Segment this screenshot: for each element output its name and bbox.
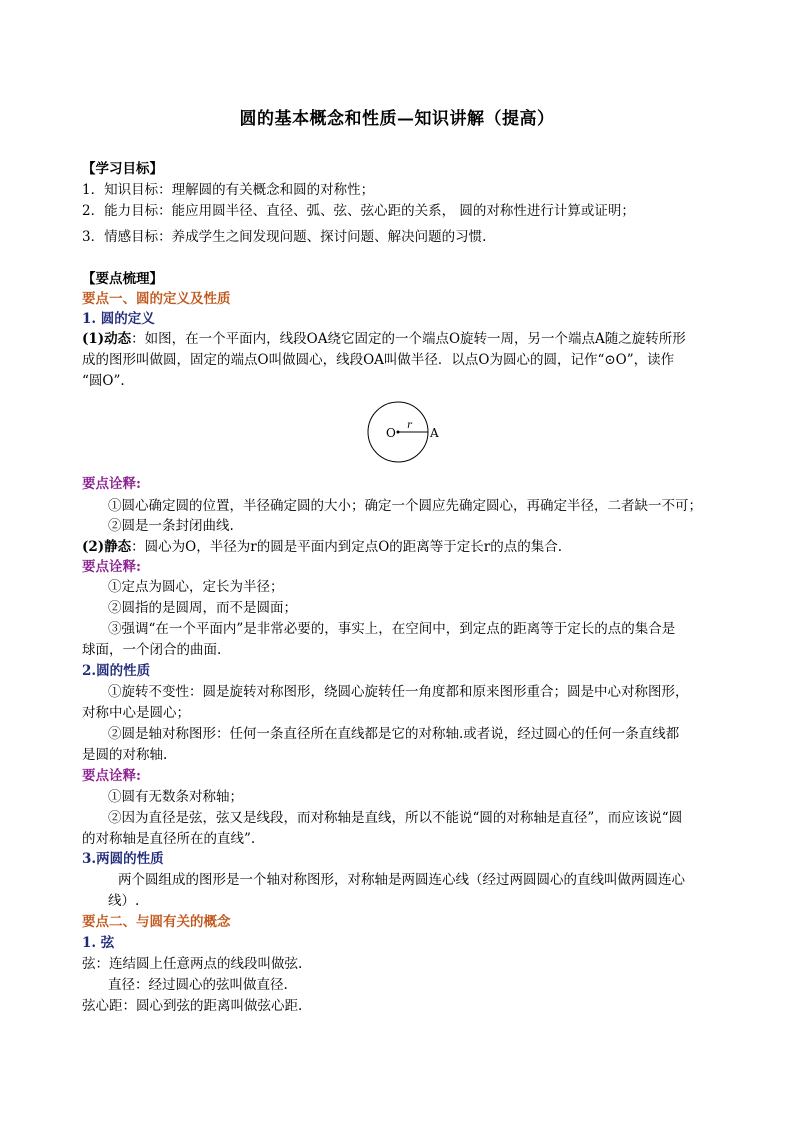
goal-item-1: 1．知识目标：理解圆的有关概念和圆的对称性； (82, 182, 375, 198)
label-r: r (407, 420, 412, 431)
note-label-2: 要点诠释: (82, 559, 141, 575)
note-3-b-line-1: ②因为直径是弦，弦又是线段，而对称轴是直线，所以不能说“圆的对称轴是直径”，而应该说“圆 (108, 810, 683, 826)
diameter-definition: 直径：经过圆心的弦叫做直径. (108, 977, 288, 993)
property-1-line-1: ①旋转不变性：圆是旋转对称图形，绕圆心旋转任一角度都和原来图形重合；圆是中心对称图形， (108, 684, 689, 700)
note-3-a: ①圆有无数条对称轴； (108, 789, 243, 805)
static-label: (2)静态 (82, 539, 132, 555)
label-o: O (386, 426, 396, 440)
goal-item-2: 2．能力目标：能应用圆半径、直径、弧、弦、弦心距的关系， 圆的对称性进行计算或证明； (82, 203, 635, 219)
page-title: 圆的基本概念和性质—知识讲解（提高） (239, 109, 555, 129)
dynamic-definition-line-2: 成的图形叫做圆，固定的端点O叫做圆心，线段OA叫做半径．以点O为圆心的圆，记作“⊙O”，读作 (82, 352, 675, 368)
dynamic-text-1: ：如图，在一个平面内，线段OA绕它固定的一个端点O旋转一周，另一个端点A随之旋转所形 (131, 331, 686, 347)
note-2-a: ①定点为圆心，定长为半径； (108, 579, 284, 595)
subsection-chord: 1. 弦 (82, 935, 115, 951)
note-2-c-line-2: 球面，一个闭合的曲面. (82, 642, 222, 658)
static-definition (82, 538, 722, 556)
subsection-two-circles: 3.两圆的性质 (82, 851, 164, 867)
property-1-line-2: 对称中心是圆心； (82, 705, 190, 721)
center-point (397, 431, 400, 434)
note-2-b: ②圆指的是圆周，而不是圆面； (108, 600, 297, 616)
subsection-circle-properties: 2.圆的性质 (82, 663, 151, 679)
two-circles-line-1: 两个圆组成的图形是一个轴对称图形，对称轴是两圆连心线（经过两圆圆心的直线叫做两圆连心 (118, 872, 685, 888)
property-2-line-1: ②圆是轴对称图形：任何一条直径所在直线都是它的对称轴.或者说，经过圆心的任何一条直线都 (108, 726, 680, 742)
note-1-b: ②圆是一条封闭曲线. (108, 518, 234, 534)
property-2-line-2: 是圆的对称轴. (82, 747, 168, 763)
points-heading: 【要点梳理】 (82, 271, 163, 287)
dynamic-definition-line-3: “圆O”. (82, 373, 125, 389)
note-2-c-line-1: ③强调“在一个平面内”是非常必要的，事实上，在空间中，到定点的距离等于定长的点的集合是 (108, 621, 676, 637)
note-label-3: 要点诠释: (82, 768, 141, 784)
note-label-1: 要点诠释: (82, 476, 141, 492)
section-1-heading: 要点一、圆的定义及性质 (82, 291, 231, 307)
section-2-heading: 要点二、与圆有关的概念 (82, 914, 231, 930)
dynamic-definition-line-1 (82, 330, 722, 348)
note-3-b-line-2: 的对称轴是直径所在的直线”. (82, 831, 256, 847)
note-1-a: ①圆心确定圆的位置，半径确定圆的大小；确定一个圆应先确定圆心，再确定半径，二者缺一不可； (108, 498, 702, 514)
chord-distance-definition: 弦心距：圆心到弦的距离叫做弦心距. (82, 998, 303, 1014)
goals-heading: 【学习目标】 (82, 161, 163, 177)
label-a: A (430, 426, 439, 440)
goal-item-3: 3．情感目标：养成学生之间发现问题、探讨问题、解决问题的习惯. (82, 229, 487, 245)
dynamic-label: (1)动态 (82, 331, 132, 347)
two-circles-line-2: 线）. (108, 893, 140, 909)
subsection-circle-definition: 1. 圆的定义 (82, 311, 155, 327)
chord-definition: 弦：连结圆上任意两点的线段叫做弦. (82, 956, 303, 972)
circle-figure (360, 398, 450, 468)
static-text: ：圆心为O，半径为r的圆是平面内到定点O的距离等于定长r的点的集合. (131, 539, 563, 555)
